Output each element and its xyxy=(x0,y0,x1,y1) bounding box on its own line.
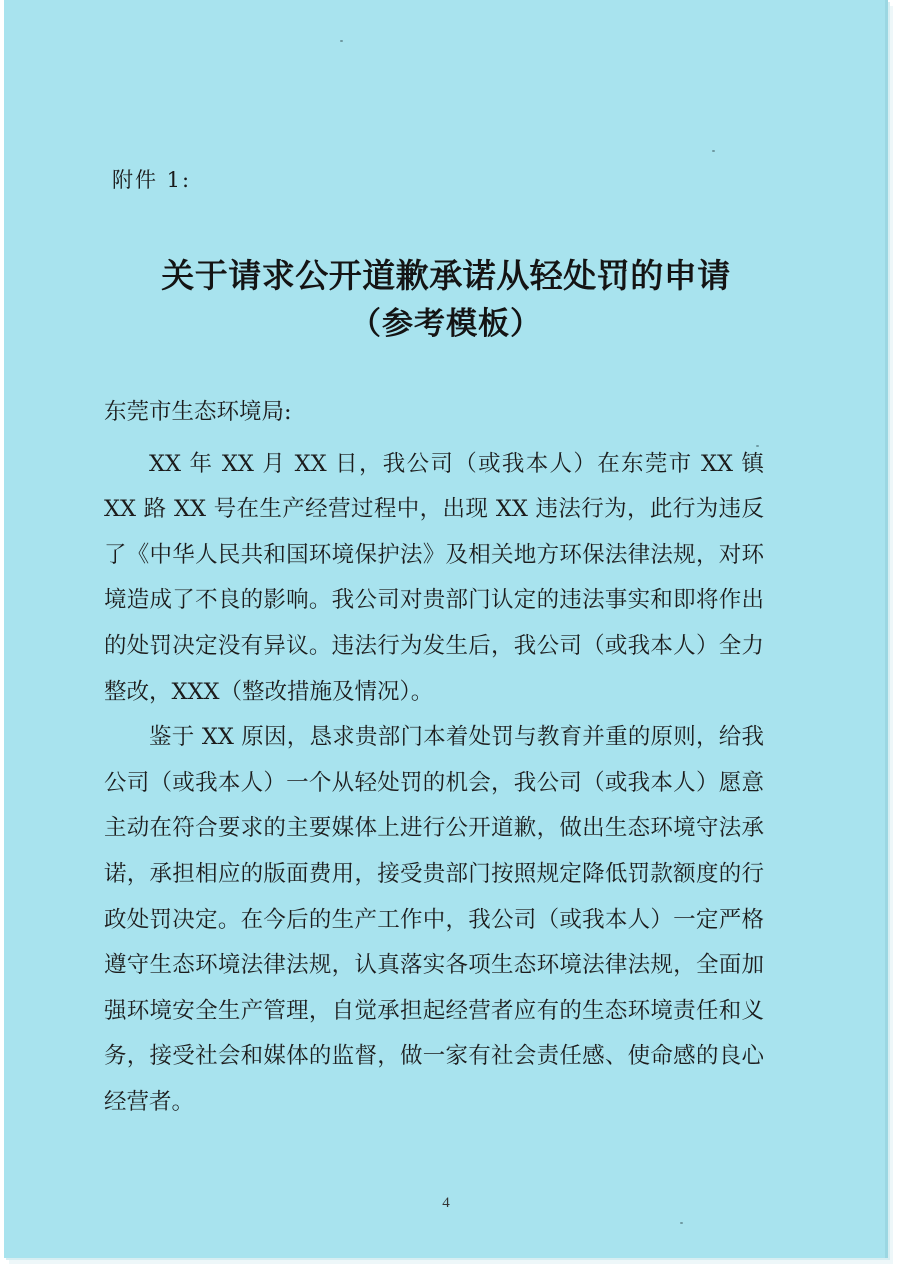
page-number: 4 xyxy=(442,1195,450,1211)
scan-speck xyxy=(340,40,343,42)
salutation: 东莞市生态环境局: xyxy=(104,399,292,425)
attachment-label: 附件 1: xyxy=(112,168,192,192)
document-subtitle: （参考模板） xyxy=(350,306,542,342)
scan-speck xyxy=(756,445,759,447)
document-page xyxy=(4,0,888,1258)
scan-speck xyxy=(680,1222,683,1224)
paragraph-1: XX 年 XX 月 XX 日，我公司（或我本人）在东莞市 XX 镇XX 路 XX 号在生产经营过程中，出现 XX 违法行为，此行为违反了《中华人民共和国环境保护法》及相关地方环保法律法规，对环境造成了不良的影响。我公司对贵部门认定的违法事实和即将作出的处罚决定没有异议。违法行为发生后，我公司（或我本人）全力整改，XXX（整改措施及情况）。 xyxy=(104,450,764,705)
document-body xyxy=(104,390,764,1126)
document-title: 关于请求公开道歉承诺从轻处罚的申请 xyxy=(161,256,731,295)
page-edge xyxy=(885,0,888,1258)
scan-speck xyxy=(712,150,715,152)
paragraph-2: 鉴于 XX 原因，恳求贵部门本着处罚与教育并重的原则，给我公司（或我本人）一个从轻处罚的机会，我公司（或我本人）愿意主动在符合要求的主要媒体上进行公开道歉，做出生态环境守法承诺，承担相应的版面费用，接受贵部门按照规定降低罚款额度的行政处罚决定。在今后的生产工作中，我公司（或我本人）一定严格遵守生态环境法律法规，认真落实各项生态环境法律法规，全面加强环境安全生产管理，自觉承担起经营者应有的生态环境责任和义务，接受社会和媒体的监督，做一家有社会责任感、使命感的良心经营者。 xyxy=(104,724,764,1115)
